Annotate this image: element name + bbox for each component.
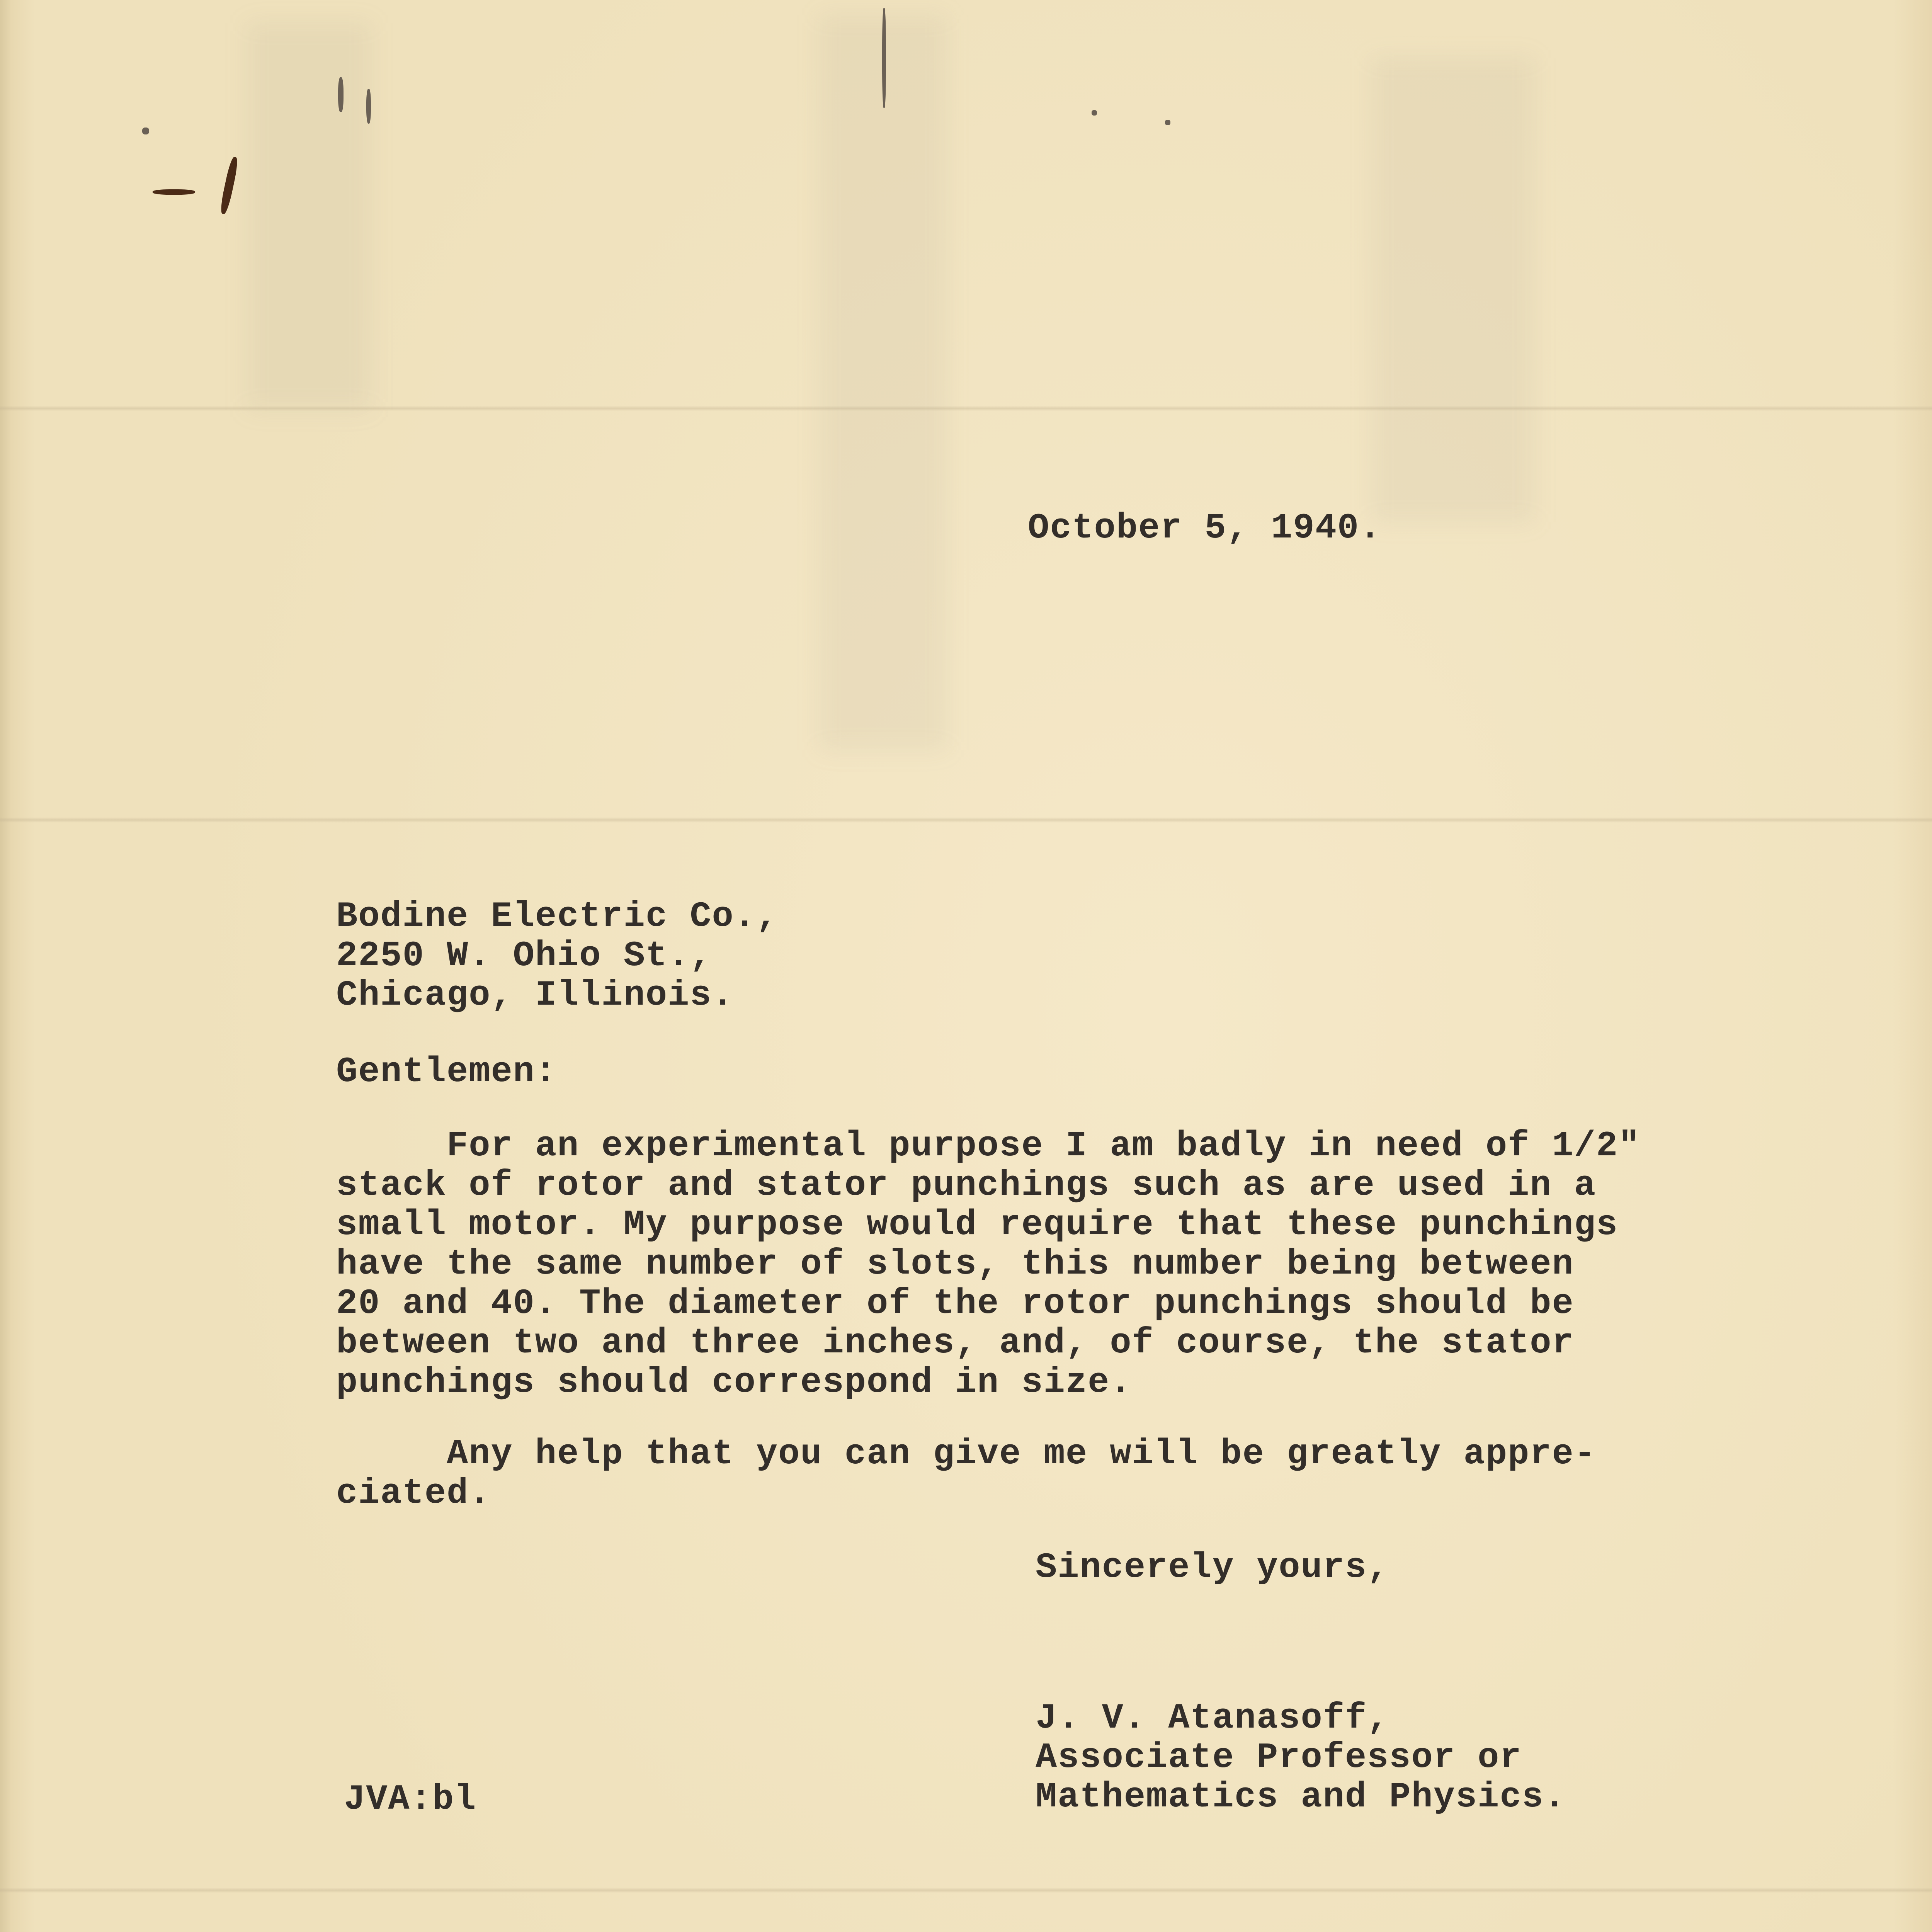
paper-fold-line	[0, 1888, 1932, 1893]
paper-smudge	[247, 23, 371, 410]
body-line: small motor. My purpose would require that these punchings	[336, 1204, 1619, 1245]
body-line: punchings should correspond in size.	[336, 1362, 1132, 1403]
paper-smudge	[819, 15, 947, 750]
body-line: ciated.	[336, 1473, 491, 1514]
ink-mark	[153, 189, 195, 195]
recipient-street: 2250 W. Ohio St.,	[336, 935, 712, 976]
body-line: between two and three inches, and, of course, the stator	[336, 1323, 1574, 1363]
body-line: have the same number of slots, this number being between	[336, 1244, 1574, 1284]
ink-mark	[882, 8, 886, 108]
signer-title: Associate Professor or	[1036, 1737, 1522, 1778]
ink-mark	[338, 77, 344, 112]
salutation: Gentlemen:	[336, 1051, 558, 1092]
ink-mark	[366, 89, 371, 124]
recipient-city: Chicago, Illinois.	[336, 975, 734, 1015]
body-line: stack of rotor and stator punchings such as are used in a	[336, 1165, 1596, 1206]
signer-department: Mathematics and Physics.	[1036, 1777, 1566, 1817]
typist-initials: JVA:bl	[344, 1779, 477, 1820]
body-line: For an experimental purpose I am badly in need of 1/2"	[336, 1126, 1641, 1166]
recipient-name: Bodine Electric Co.,	[336, 896, 779, 937]
letter-date: October 5, 1940.	[1028, 508, 1382, 548]
paper-fold-line	[0, 817, 1932, 823]
body-line: Any help that you can give me will be greatly appre-	[336, 1434, 1596, 1474]
closing: Sincerely yours,	[1036, 1547, 1389, 1588]
paper-smudge	[1372, 58, 1534, 522]
ink-mark	[1165, 120, 1170, 125]
signer-name: J. V. Atanasoff,	[1036, 1698, 1389, 1738]
ink-mark	[1092, 110, 1097, 116]
ink-mark	[219, 156, 240, 214]
ink-mark	[142, 128, 149, 134]
body-line: 20 and 40. The diameter of the rotor punchings should be	[336, 1283, 1574, 1324]
